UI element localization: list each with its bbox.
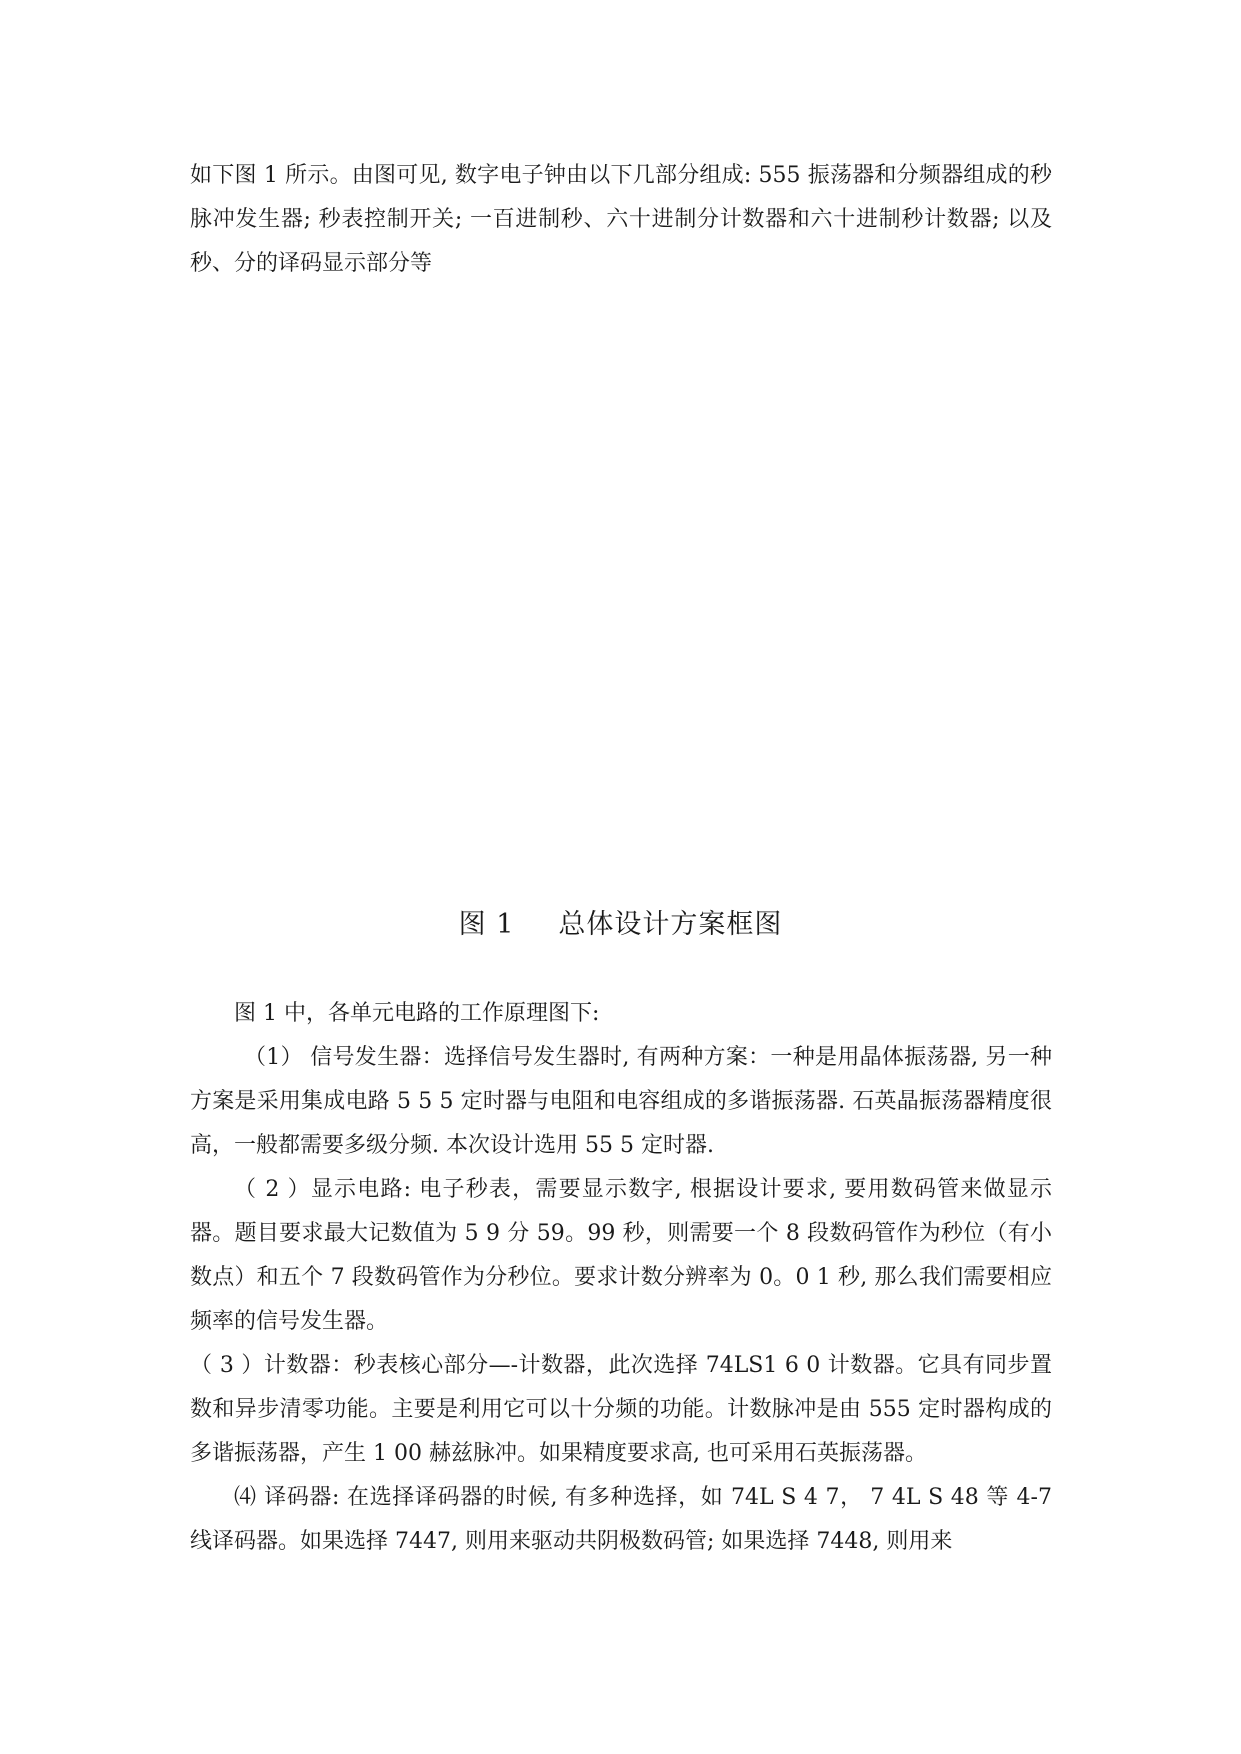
body-section [190, 992, 1052, 1564]
intro-text: 如下图 1 所示。由图可见, 数字电子钟由以下几部分组成: 555 振荡器和分频器组成的秒脉冲发生器; 秒表控制开关; 一百进制秒、六十进制分计数器和六十进制秒计数器; 以及秒、分的译码显示部分等 [190, 163, 1052, 276]
body-paragraph-3: （ 2 ）显示电路: 电子秒表，需要显示数字, 根据设计要求, 要用数码管来做显示器。题目要求最大记数值为 5 9 分 59。99 秒，则需要一个 8 段数码管作为秒位（有小数点）和五个 7 段数码管作为分秒位。要求计数分辨率为 0。0 1 秒, 那么我们需要相应频率的信号发生器。 [190, 1177, 1052, 1334]
body-paragraph-2: （1） 信号发生器：选择信号发生器时, 有两种方案：一种是用晶体振荡器, 另一种方案是采用集成电路 5 5 5 定时器与电阻和电容组成的多谐振荡器. 石英晶振荡器精度很高，一般都需要多级分频. 本次设计选用 55 5 定时器. [190, 1045, 1052, 1158]
figure-caption [0, 905, 1241, 945]
intro-paragraph [190, 154, 1052, 286]
body-paragraph-4: （ 3 ）计数器：秒表核心部分—-计数器，此次选择 74LS1 6 0 计数器。它具有同步置数和异步清零功能。主要是利用它可以十分频的功能。计数脉冲是由 555 定时器构成的多谐振荡器，产生 1 00 赫兹脉冲。如果精度要求高, 也可采用石英振荡器。 [190, 1353, 1052, 1466]
figure-caption-number: 图 1 [458, 909, 515, 940]
body-paragraph-5: ⑷ 译码器: 在选择译码器的时候, 有多种选择，如 74L S 4 7， 7 4L S 48 等 4-7 线译码器。如果选择 7447, 则用来驱动共阴极数码管; 如果选择 7448, 则用来 [190, 1485, 1052, 1554]
figure-placeholder [190, 310, 1052, 890]
figure-caption-title: 总体设计方案框图 [558, 909, 783, 940]
body-paragraph-1: 图 1 中，各单元电路的工作原理图下: [234, 1001, 600, 1026]
